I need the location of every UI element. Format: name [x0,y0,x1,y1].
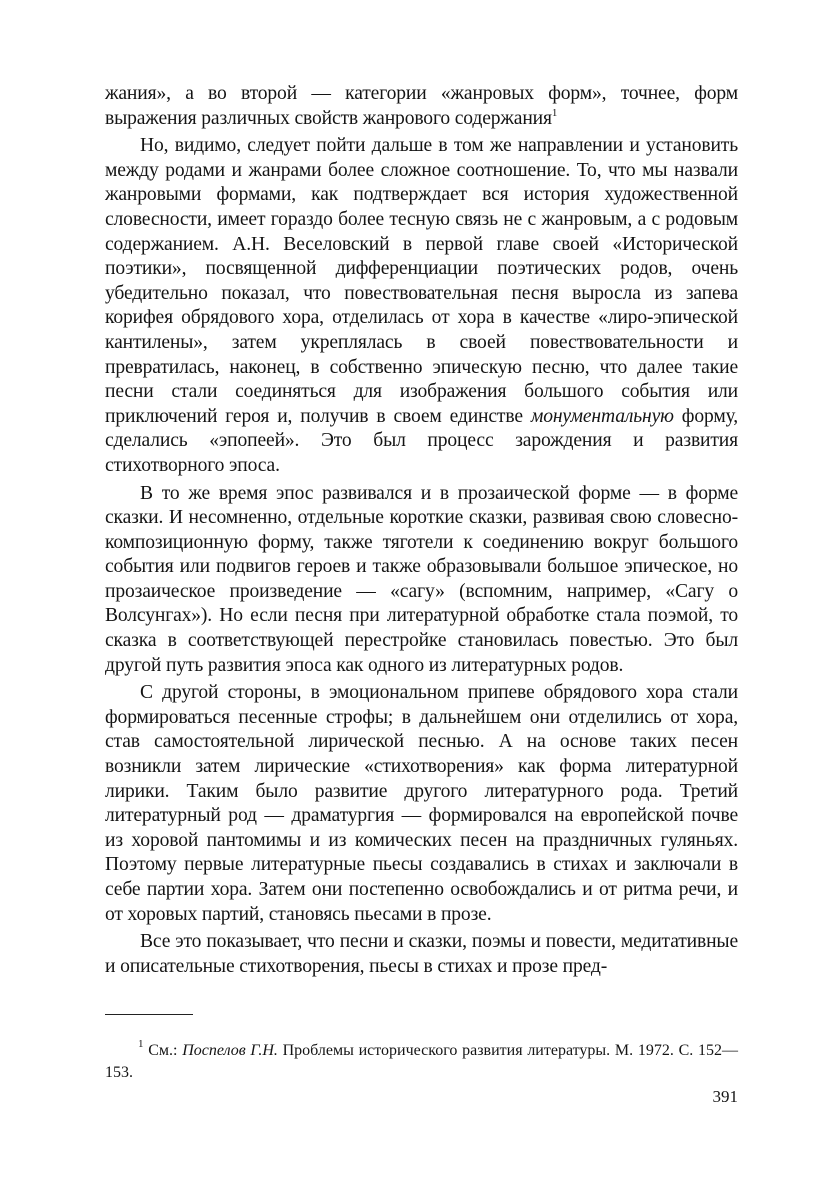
body-text [105,82,738,979]
paragraph: С другой стороны, в эмоциональном припеве обрядового хора стали формироваться песенные строфы; в дальнейшем они отделились от хора, став самостоятельной лирической песнью. А на основе таких песен возникли затем лирические «стихотворения» как форма литературной лирики. Таким было развитие другого литературного рода. Третий литературный род — драматургия — формировался на европейской почве из хоровой пантомимы и из комических песен на праздничных гуляньях. Поэтому первые литературные пьесы создавались в стихах и заключали в себе партии хора. Затем они постепенно освобождались и от ритма речи, и от хоровых партий, становясь пьесами в прозе. [105,682,738,925]
paragraph-continuation [105,82,738,131]
footnote-prefix: См.: [143,1042,183,1059]
italic-word: монументальную [530,405,674,427]
paragraph: Все это показывает, что песни и сказки, поэмы и повести, медитативные и описательные стихотворения, пьесы в стихах и прозе пред- [105,931,738,977]
paragraph [105,134,738,478]
paragraph: В то же время эпос развивался и в прозаической форме — в форме сказки. И несомненно, отдельные короткие сказки, развивая свою словесно-композиционную форму, также тяготели к соединению вокруг большого события или подвигов героев и также образовывали большое эпическое, но прозаическое произведение — «сагу» (вспомним, например, «Сагу о Волсунгах»). Но если песня при литературной обработке стала поэмой, то сказка в соответствующей перестройке становилась повестью. Это был другой путь развития эпоса как одного из литературных родов. [105,482,738,676]
footnote-marker: 1 [138,1038,144,1050]
footnote-divider [105,1014,193,1015]
footnote-author: Поспелов Г.Н. [182,1042,278,1059]
paragraph-2-end: форму, сделались «эпопеей». Это был процесс зарождения и развития стихотворного эпоса. [105,405,739,476]
footnote-citation: Проблемы исторического развития литературы. М. 1972. С. 152—153. [105,1042,739,1081]
footnote [105,1040,738,1084]
footnote-reference: 1 [551,106,558,119]
page-number: 391 [712,1087,738,1106]
paragraph-2-text: Но, видимо, следует пойти дальше в том же направлении и установить между родами и жанрами более сложное соотношение. То, что мы назвали жанровыми формами, как подтверждает вся история художественной словесности, имеет гораздо более тесную связь не с жанровым, а с родовым содержанием. А.Н. Веселовский в первой главе своей «Исторической поэтики», посвященной дифференциации поэтических родов, очень убедительно показал, что повествовательная песня выросла из запева корифея обрядового хора, отделилась от хора в качестве «лиро-эпической кантилены», затем укреплялась в своей повествовательности и превратилась, наконец, в собственно эпическую песню, что далее такие песни стали соединяться для изображения большого события или приключений героя и, получив в своем единстве [105,135,738,427]
paragraph-1-text: жания», а во второй — категории «жанровых форм», точнее, форм выражения различных свойств жанрового содержания [105,83,738,129]
footnote-text [105,1040,738,1084]
